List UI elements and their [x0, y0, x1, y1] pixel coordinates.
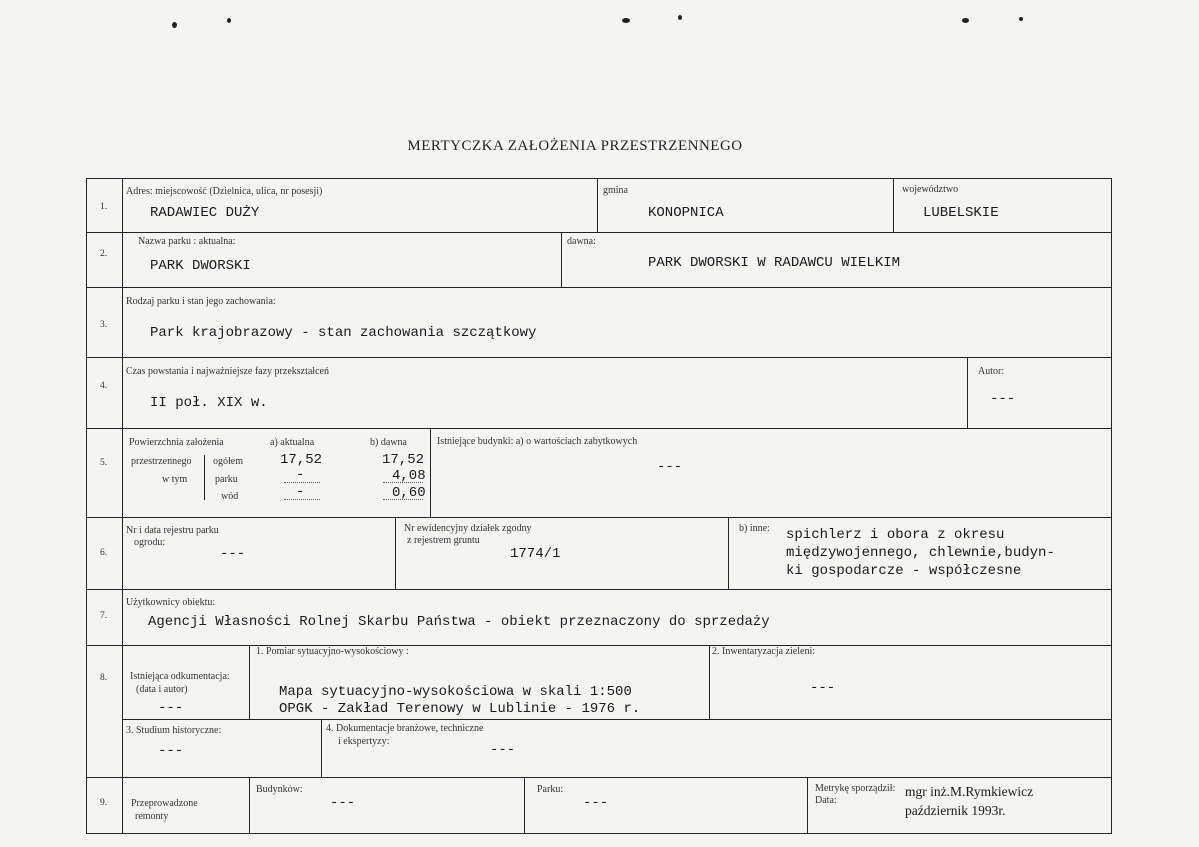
area-water-former: 0,60 [392, 485, 426, 501]
row-number: 2. [100, 249, 108, 259]
technical-docs-label-line1: 4. Dokumentacje branżowe, techniczne [326, 723, 484, 734]
documentation-label-line1: Istniejąca odkumentacja: [130, 671, 230, 682]
plot-number-value: 1774/1 [510, 546, 561, 562]
page-title: MERTYCZKA ZAŁOŻENIA PRZESTRZENNEGO [407, 138, 743, 154]
scan-speck [172, 22, 177, 28]
other-buildings-line2: międzywojennego, chlewnie,budyn- [786, 545, 1055, 561]
renovations-park-value: --- [583, 795, 609, 811]
cell-divider [321, 719, 322, 777]
history-study-value: --- [158, 743, 184, 759]
row-number: 7. [100, 611, 108, 621]
area-total-current: 17,52 [280, 452, 323, 468]
prepared-by-label: Metrykę sporządził: [815, 783, 896, 794]
register-label-line2: ogrodu: [134, 537, 166, 548]
row-divider [122, 719, 1112, 720]
row-divider [86, 777, 1112, 778]
survey-line1: Mapa sytuacyjno-wysokościowa w skali 1:500 [279, 684, 632, 700]
register-label-line1: Nr i data rejestru parku [126, 525, 219, 536]
date-label: Data: [815, 795, 837, 806]
park-type-label: Rodzaj parku i stan jego zachowania: [126, 296, 276, 307]
form-frame [86, 178, 1112, 834]
area-former-header: b) dawna [370, 437, 407, 448]
row-divider [86, 232, 1112, 233]
dotted-line [383, 499, 423, 500]
users-value: Agencji Własności Rolnej Skarbu Państwa - obiekt przeznaczony do sprzedaży [148, 614, 770, 630]
cell-divider [728, 517, 729, 589]
renovations-park-label: Parku: [537, 784, 564, 795]
row-divider [86, 357, 1112, 358]
row-divider [86, 428, 1112, 429]
scan-speck [678, 15, 682, 20]
voivodeship-label: województwo [902, 184, 959, 195]
cell-divider [561, 232, 562, 287]
other-buildings-line1: spichlerz i obora z okresu [786, 527, 1005, 543]
area-bracket [204, 455, 205, 500]
technical-docs-label-line2: i ekspertyzy: [338, 736, 390, 747]
dotted-line [284, 482, 320, 483]
scan-speck [227, 18, 231, 23]
author-label: Autor: [978, 366, 1005, 377]
cell-divider [524, 777, 525, 834]
cell-divider [709, 645, 710, 719]
users-label: Użytkownicy obiektu: [126, 597, 216, 608]
cell-divider [249, 645, 250, 719]
row-number: 9. [100, 798, 108, 808]
area-park-current: - [296, 467, 305, 483]
renovations-label-line1: Przeprowadzone [131, 798, 198, 809]
row-number: 1. [100, 202, 108, 212]
cell-divider [807, 777, 808, 834]
park-type-value: Park krajobrazowy - stan zachowania szczątkowy [150, 325, 537, 341]
buildings-historic-label: Istniejące budynki: a) o wartościach zabytkowych [437, 436, 638, 447]
cell-divider [395, 517, 396, 589]
area-current-header: a) aktualna [270, 437, 315, 448]
park-name-current-value: PARK DWORSKI [150, 258, 251, 274]
area-park-label: parku [215, 474, 238, 485]
row-number: 5. [100, 458, 108, 468]
register-value: --- [220, 546, 246, 562]
park-name-former-label: dawna: [567, 236, 596, 247]
technical-docs-value: --- [490, 742, 516, 758]
author-value: --- [990, 391, 1016, 407]
scan-speck [622, 18, 630, 23]
other-buildings-label: b) inne: [739, 523, 770, 534]
row-number: 3. [100, 320, 108, 330]
history-study-label: 3. Studium historyczne: [126, 725, 222, 736]
cell-divider [597, 178, 598, 232]
buildings-historic-value: --- [657, 459, 683, 475]
area-including-label: w tym [162, 474, 188, 485]
area-total-former: 17,52 [382, 452, 425, 468]
origin-label: Czas powstania i najważniejsze fazy przekształceń [126, 366, 329, 377]
number-column-divider [122, 178, 123, 834]
origin-value: II poł. XIX w. [150, 395, 268, 411]
row-number: 8. [100, 673, 108, 683]
survey-label: 1. Pomiar sytuacyjno-wysokościowy : [256, 646, 409, 657]
area-park-former: 4,08 [392, 468, 426, 484]
scan-speck [1019, 17, 1023, 21]
row-number: 6. [100, 548, 108, 558]
row-divider [86, 517, 1112, 518]
dotted-line [284, 499, 320, 500]
renovations-buildings-value: --- [330, 795, 356, 811]
other-buildings-line3: ki gospodarcze - współczesne [786, 563, 1022, 579]
prepared-by-value: mgr inż.M.Rymkiewicz [905, 784, 1034, 799]
documentation-value: --- [158, 700, 184, 716]
row-divider [86, 287, 1112, 288]
renovations-buildings-label: Budynków: [256, 784, 303, 795]
renovations-label-line2: remonty [135, 811, 169, 822]
area-label: Powierzchnia założenia [129, 437, 224, 448]
park-name-former-value: PARK DWORSKI W RADAWCU WIELKIM [648, 255, 901, 271]
row-divider [86, 645, 1112, 646]
greenery-label: 2. Inwentaryzacja zieleni: [712, 646, 815, 657]
scan-speck [962, 18, 969, 23]
gmina-label: gmina [603, 185, 628, 196]
plot-number-label-line1: Nr ewidencyjny działek zgodny [404, 523, 532, 534]
address-label: Adres: miejscowość (Dzielnica, ulica, nr posesji) [126, 186, 323, 197]
gmina-value: KONOPNICA [648, 205, 724, 221]
cell-divider [249, 777, 250, 834]
area-spatial-label: przestrzennego [131, 456, 192, 467]
documentation-label-line2: (data i autor) [136, 684, 188, 695]
row-number: 4. [100, 381, 108, 391]
survey-line2: OPGK - Zakład Terenowy w Lublinie - 1976 r. [279, 701, 641, 717]
cell-divider [893, 178, 894, 232]
area-water-label: wód [221, 491, 239, 502]
area-total-label: ogółem [213, 456, 243, 467]
date-value: październik 1993r. [905, 803, 1006, 818]
row-divider [86, 589, 1112, 590]
dotted-line [383, 482, 423, 483]
park-name-current-label: Nazwa parku : aktualna: [138, 236, 236, 247]
greenery-value: --- [810, 680, 836, 696]
cell-divider [967, 357, 968, 428]
plot-number-label-line2: z rejestrem gruntu [407, 535, 480, 546]
cell-divider [430, 428, 431, 517]
address-value: RADAWIEC DUŻY [150, 205, 260, 221]
area-water-current: - [296, 484, 305, 500]
voivodeship-value: LUBELSKIE [923, 205, 999, 221]
